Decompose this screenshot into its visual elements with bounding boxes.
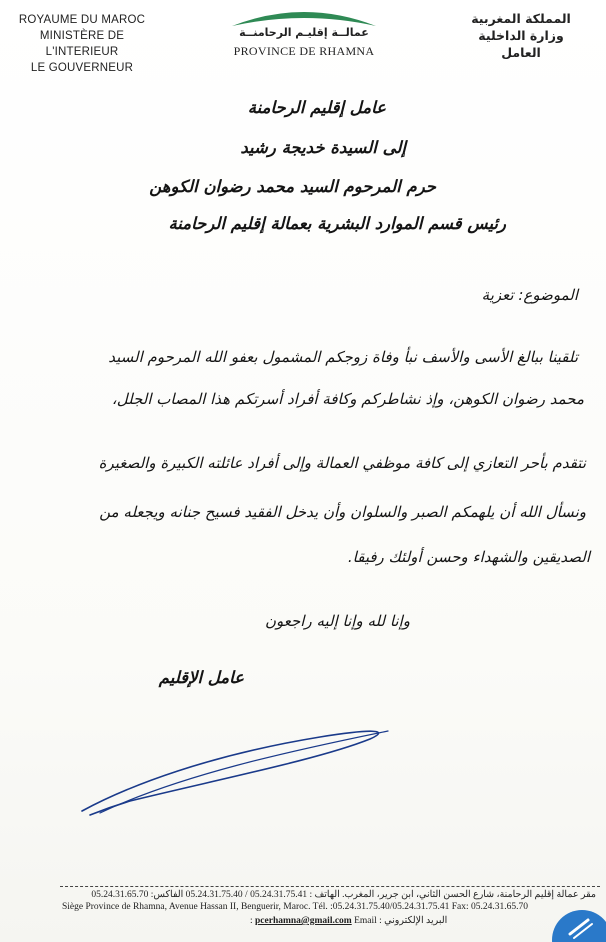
footer-french-address: Siège Province de Rhamna, Avenue Hassan II, Benguerir, Maroc. Tél. :05.24.31.75.40/05.24.31.75.41 Fax: 05.24.31.65.70 [62,902,529,912]
address-line: عامل إقليم الرحامنة [247,98,386,117]
header-arabic [466,10,576,61]
body-line: نتقدم بأحر التعازي إلى كافة موظفي العمالة وإلى أفراد عائلته الكبيرة والصغيرة [98,454,586,472]
stamp-icon [548,906,606,942]
subject-line: الموضوع: تعزية [481,286,578,304]
header-ar-line: العامل [501,45,541,60]
body-line: تلقينا ببالغ الأسى والأسف نبأ وفاة زوجكم المشمول بعفو الله المرحوم السيد [108,348,578,366]
footer-divider [60,886,600,887]
signature-icon [70,715,400,825]
address-line: رئيس قسم الموارد البشرية بعمالة إقليم الرحامنة [168,214,506,233]
footer-email-label-ar: البريد الإلكتروني : [379,916,448,926]
header-fr-line: LE GOUVERNEUR [30,62,134,74]
body-line: ونسأل الله أن يلهمكم الصبر والسلوان وأن يدخل الفقيد فسيح جنانه ويجعله من [99,503,586,521]
footer-email [250,915,447,926]
header-ar-line: وزارة الداخلية [478,28,564,43]
address-line: إلى السيدة خديجة رشيد [240,138,406,157]
province-logo [228,4,380,62]
header-fr-line: MINISTÈRE DE L'INTERIEUR [39,30,125,58]
footer-arabic-address: مقر عمالة إقليم الرحامنة، شارع الحسن الثاني، ابن جرير، المغرب. الهاتف : 05.24.31.75.41 / 05.24.31.75.40 الفاكس: 05.24.31.65.70 [91,890,596,900]
closing-line: وإنا لله وإنا إليه راجعون [265,612,410,630]
header-ar-line: المملكة المغربية [471,11,571,26]
header-french [4,12,160,76]
logo-french: PROVINCE DE RHAMNA [233,44,375,58]
footer-email-address[interactable]: pcerhamna@gmail.com [255,916,352,926]
body-line: الصديقين والشهداء وحسن أولئك رفيقا. [347,548,590,566]
address-line: حرم المرحوم السيد محمد رضوان الكوهن [149,177,436,196]
signatory-title: عامل الإقليم [158,668,244,687]
header-fr-line: ROYAUME DU MAROC [18,14,146,26]
body-line: محمد رضوان الكوهن، وإذ نشاطركم وكافة أفراد أسرتكم هذا المصاب الجلل، [111,390,584,408]
footer-email-label-fr: Email : [250,916,377,926]
logo-arabic: عمالــة إقليـم الرحامنــة [239,26,369,39]
